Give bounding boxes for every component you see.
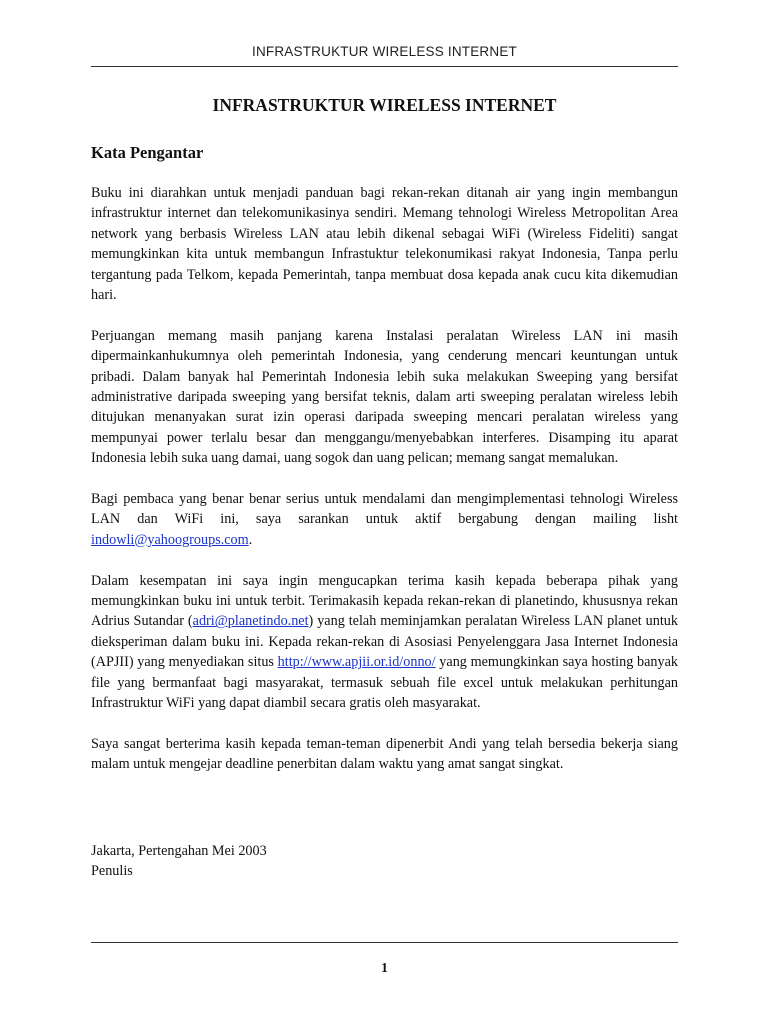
running-header: INFRASTRUKTUR WIRELESS INTERNET [252, 44, 517, 59]
apjii-website-link[interactable]: http://www.apjii.or.id/onno/ [277, 654, 436, 671]
paragraph-mailing-list [91, 489, 678, 550]
paragraph-struggle: Perjuangan memang masih panjang karena Instalasi peralatan Wireless LAN ini masih dipermainkanhukumnya oleh pemerintah Indonesia, yang cenderung mencari keuntungan untuk pribadi. Dalam banyak hal Pemerintah Indonesia lebih suka melakukan Sweeping yang bersifat administrative daripada sweeping yang bersifat teknis, dalam arti sweeping peralatan wireless lebih ditujukan menanyakan surat izin operasi daripada sweeping mencari peralatan wireless yang mempunyai power terlalu besar dan menggangu/menyebabkan interferes. Disamping itu aparat Indonesia lebih suka uang damai, uang sogok dan uang pelican; memang sangat memalukan. [91, 327, 678, 467]
paragraph-ack-text-3: yang memungkinkan saya hosting banyak file yang bermanfaat bagi masyarakat, termasuk sebuah file excel untuk melakukan perhitungan Infrastruktur WiFi yang dapat diambil secara gratis oleh masyarakat. [91, 654, 678, 712]
mailing-list-email-link[interactable]: indowli@yahoogroups.com [91, 531, 249, 548]
paragraph-mailing-list-end: . [248, 531, 253, 548]
planetindo-email-link[interactable]: adri@planetindo.net [192, 613, 309, 630]
closing-block [91, 841, 267, 882]
page-number: 1 [381, 960, 388, 975]
paragraph-acknowledgements [91, 571, 678, 714]
header-divider [91, 66, 678, 67]
paragraph-intro: Buku ini diarahkan untuk menjadi panduan bagi rekan-rekan ditanah air yang ingin membangun infrastruktur internet dan telekomunikasinya sendiri. Memang tehnologi Wireless Metropolitan Area network yang berbasis Wireless LAN atau lebih dikenal sebagai WiFi (Wireless Fideliti) sangat memungkinkan kita untuk membangun Infrastuktur telekonumikasi rakyat Indonesia, Tanpa perlu tergantung pada Telkom, kepada Pemerintah, tanpa membuat dosa kepada anak cucu kita dikemudian hari. [91, 185, 678, 304]
paragraph-mailing-list-text: Bagi pembaca yang benar benar serius untuk mendalami dan mengimplementasi tehnologi Wireless LAN dan WiFi ini, saya sarankan untuk aktif bergabung dengan mailing lisht [91, 491, 678, 528]
document-title: INFRASTRUKTUR WIRELESS INTERNET [212, 95, 557, 115]
paragraph-ack-text-1: Dalam kesempatan ini saya ingin mengucapkan terima kasih kepada beberapa pihak yang memungkinkan buku ini untuk terbit. Terimakasih kepada rekan-rekan di planetindo, khususnya rekan Adrius Sutandar ( [91, 572, 678, 630]
section-heading: Kata Pengantar [91, 143, 204, 162]
footer-divider [91, 942, 678, 943]
paragraph-ack-text-2: ) yang telah meminjamkan peralatan Wireless LAN planet untuk dieksperiman dalam buku ini. Kepada rekan-rekan di Asosiasi Penyelenggara Jasa Internet Indonesia (APJII) yang menyediakan situs [91, 613, 678, 671]
place-date: Jakarta, Pertengahan Mei 2003 [91, 843, 267, 859]
body-text [91, 183, 678, 795]
paragraph-publisher-thanks: Saya sangat berterima kasih kepada teman-teman dipenerbit Andi yang telah bersedia bekerja siang malam untuk mengejar deadline penerbitan dalam waktu yang amat sangat singkat. [91, 735, 678, 773]
author-signature: Penulis [91, 863, 133, 880]
